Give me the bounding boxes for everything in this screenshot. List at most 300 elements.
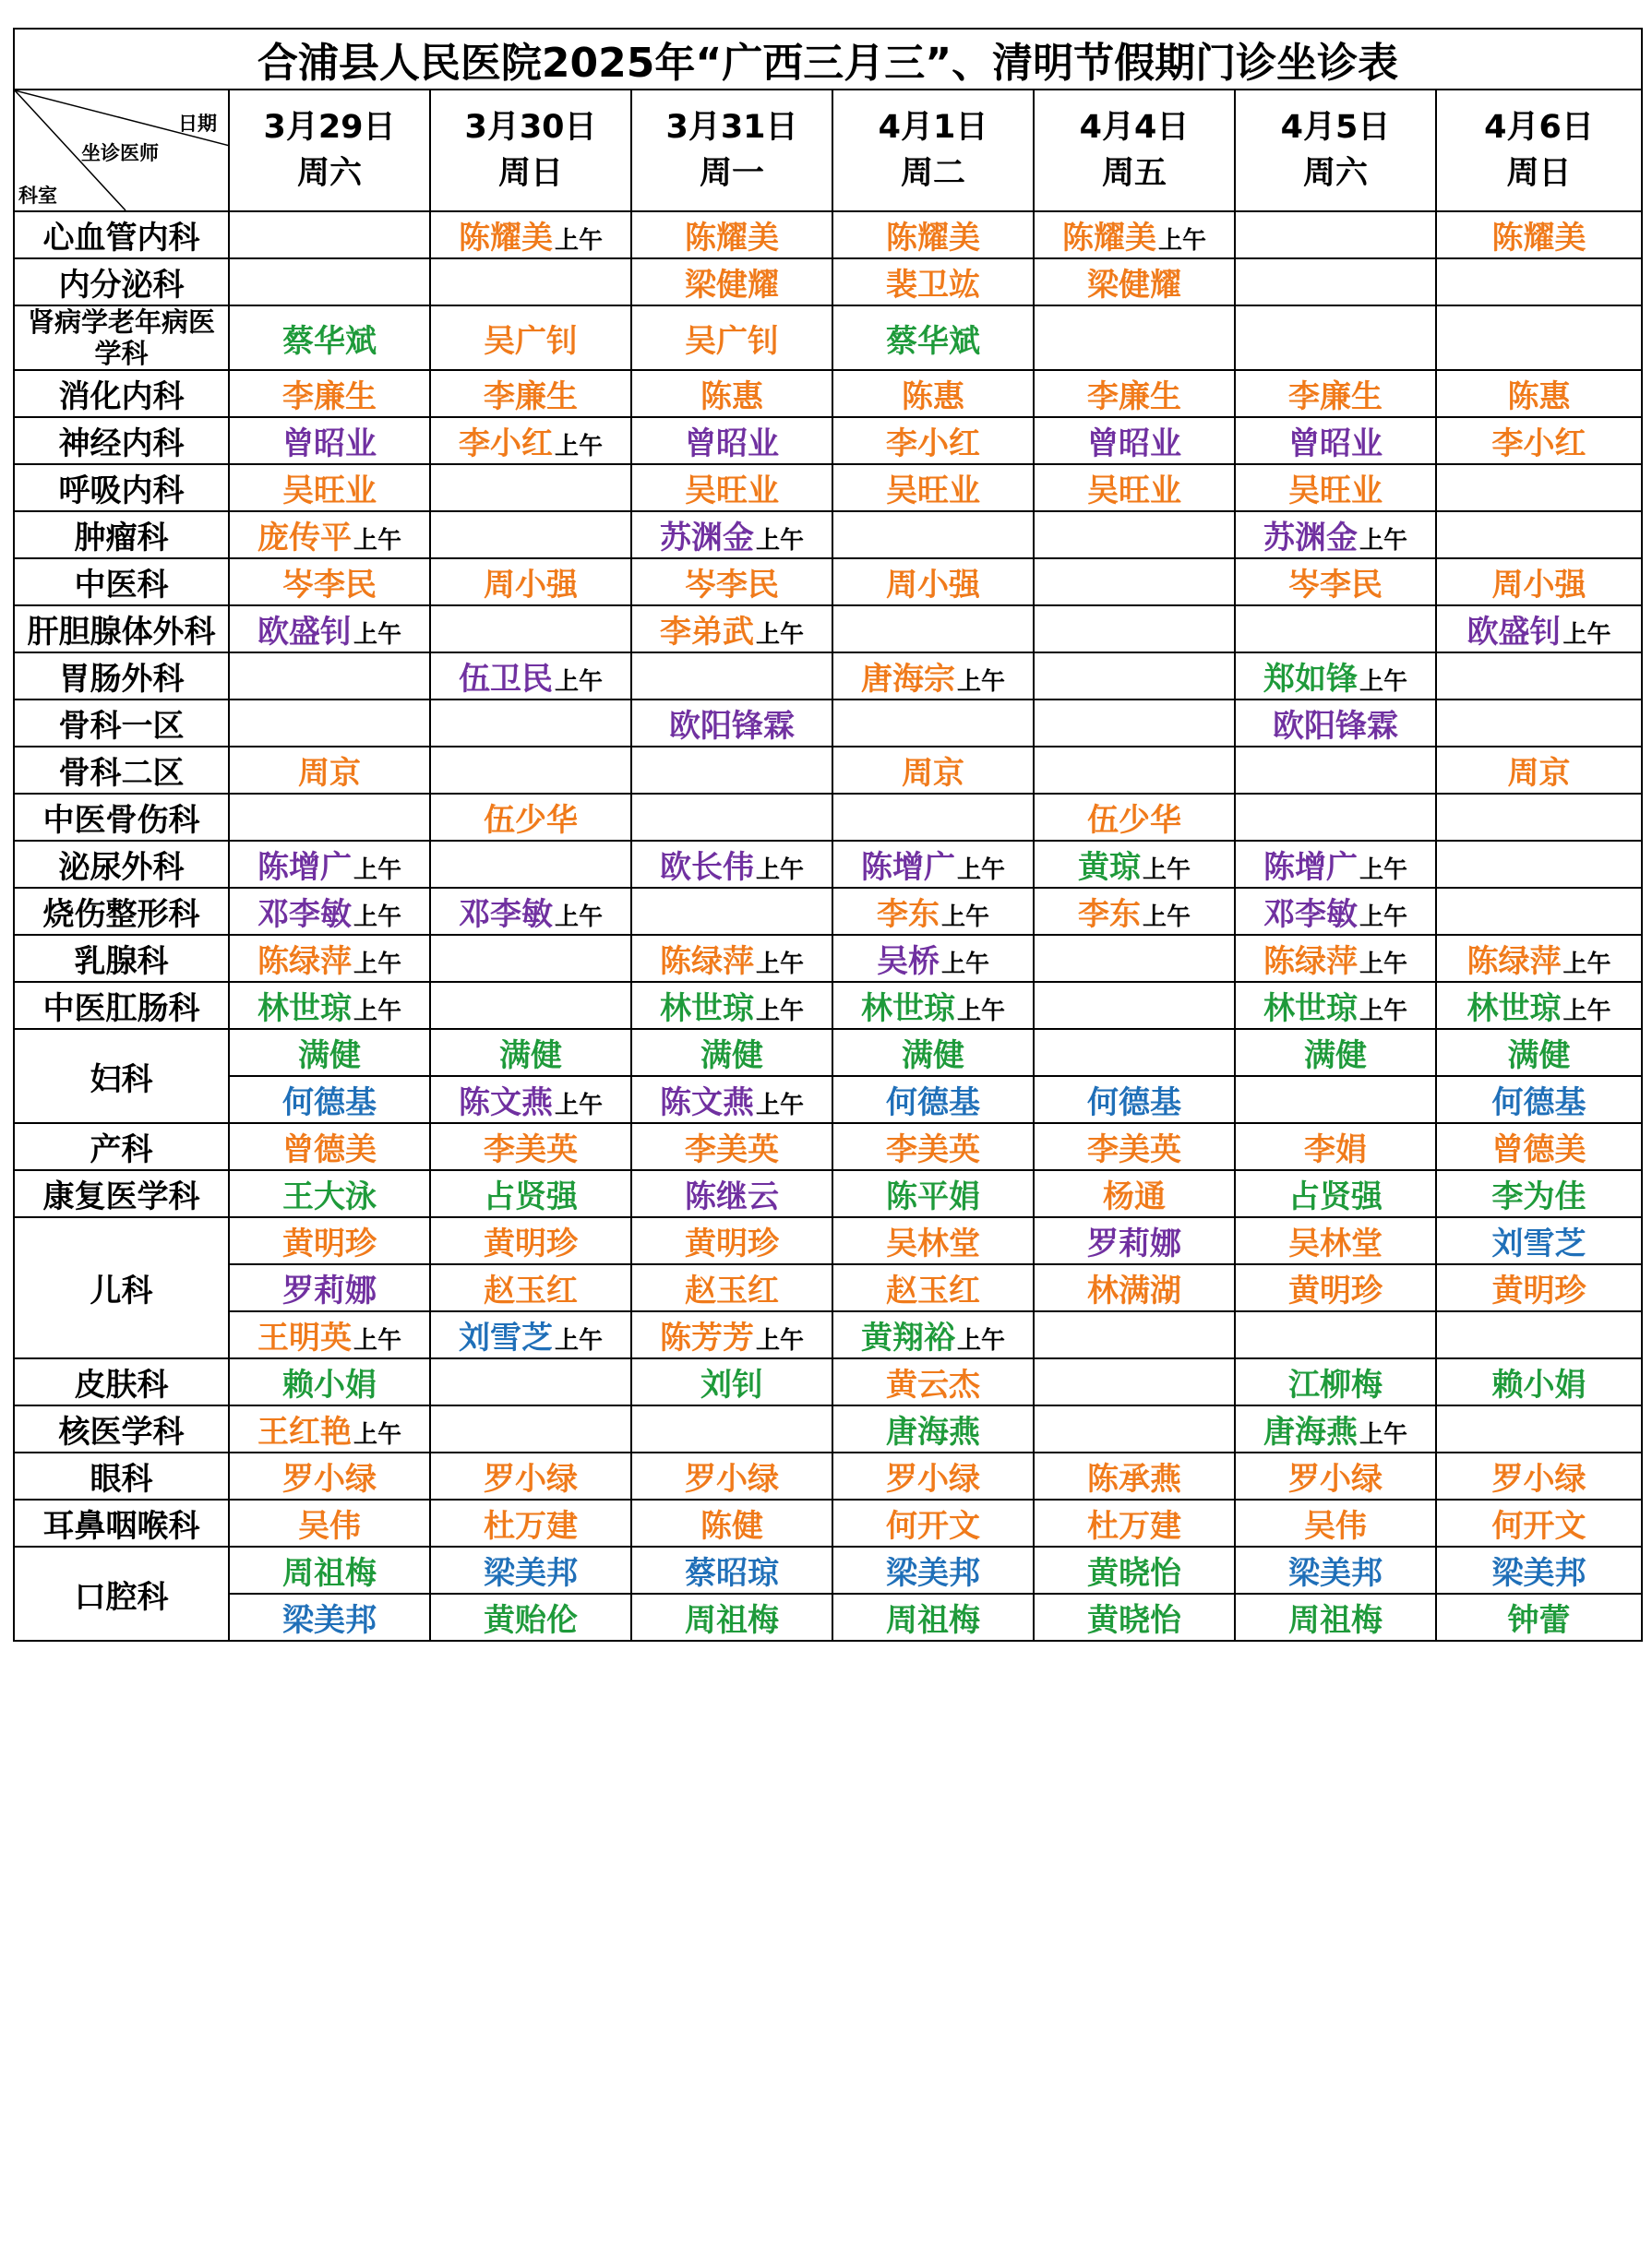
schedule-cell [430, 1405, 631, 1453]
schedule-sheet [13, 28, 1641, 1642]
date-header-row [14, 90, 1642, 211]
doctor-name: 黄贻伦 [484, 1602, 578, 1639]
schedule-cell [832, 652, 1034, 700]
schedule-cell [1436, 888, 1642, 935]
department-row [14, 258, 1642, 305]
schedule-cell [631, 1217, 832, 1264]
schedule-cell [832, 1547, 1034, 1594]
schedule-cell [229, 370, 430, 417]
doctor-name: 罗小绿 [282, 1461, 377, 1498]
schedule-cell [832, 1123, 1034, 1170]
department-name: 骨科二区 [14, 747, 229, 794]
session-suffix: 上午 [1562, 621, 1611, 649]
schedule-cell [430, 511, 631, 558]
session-suffix: 上午 [1359, 527, 1407, 555]
schedule-cell [631, 1405, 832, 1453]
department-row [14, 652, 1642, 700]
doctor-name: 黄明珍 [282, 1226, 377, 1262]
schedule-cell [229, 1405, 430, 1453]
schedule-cell [832, 888, 1034, 935]
session-suffix: 上午 [554, 1092, 603, 1119]
doctor-name: 陈增广 [1263, 849, 1358, 886]
doctor-name: 吴桥 [876, 943, 940, 980]
schedule-cell [229, 1264, 430, 1311]
doctor-name: 周京 [902, 755, 964, 792]
department-name: 心血管内科 [14, 211, 229, 258]
session-suffix: 上午 [353, 998, 401, 1025]
doctor-name: 周祖梅 [1288, 1602, 1383, 1639]
schedule-cell [832, 417, 1034, 464]
doctor-name: 唐海燕 [886, 1414, 980, 1451]
session-suffix: 上午 [353, 856, 401, 884]
schedule-cell [229, 511, 430, 558]
department-name: 泌尿外科 [14, 841, 229, 888]
schedule-cell [1436, 1453, 1642, 1500]
department-row [14, 982, 1642, 1029]
doctor-name: 黄明珍 [1491, 1273, 1586, 1309]
schedule-cell [832, 305, 1034, 370]
doctor-name: 陈绿萍 [1466, 943, 1562, 980]
schedule-cell [631, 1123, 832, 1170]
schedule-cell [229, 1029, 430, 1076]
department-row [14, 747, 1642, 794]
schedule-cell [1436, 1123, 1642, 1170]
schedule-cell [1034, 652, 1235, 700]
weekday-label: 周日 [497, 155, 563, 192]
schedule-cell [229, 1358, 430, 1405]
session-suffix: 上午 [755, 951, 804, 978]
page-title: 合浦县人民医院2025年“广西三月三”、清明节假期门诊坐诊表 [14, 29, 1642, 90]
doctor-name: 陈承燕 [1087, 1461, 1181, 1498]
schedule-cell [832, 1358, 1034, 1405]
schedule-cell [832, 370, 1034, 417]
doctor-name: 欧长伟 [659, 849, 754, 886]
schedule-cell [1436, 511, 1642, 558]
department-name: 中医骨伤科 [14, 794, 229, 841]
doctor-name: 邓李敏 [1263, 896, 1358, 933]
schedule-cell [430, 558, 631, 605]
schedule-cell [1235, 1500, 1436, 1547]
department-row [14, 370, 1642, 417]
schedule-cell [1235, 1358, 1436, 1405]
department-row [14, 888, 1642, 935]
schedule-cell [430, 747, 631, 794]
doctor-name: 陈惠 [700, 378, 763, 415]
schedule-cell [229, 935, 430, 982]
session-suffix: 上午 [554, 433, 603, 460]
schedule-cell [1436, 841, 1642, 888]
doctor-name: 曾昭业 [282, 425, 377, 462]
schedule-cell [631, 1170, 832, 1217]
schedule-cell [229, 1170, 430, 1217]
doctor-name: 何开文 [886, 1508, 980, 1545]
schedule-cell [832, 1029, 1034, 1076]
doctor-name: 罗小绿 [1288, 1461, 1383, 1498]
department-name: 乳腺科 [14, 935, 229, 982]
doctor-name: 陈健 [700, 1508, 763, 1545]
schedule-cell [832, 1405, 1034, 1453]
doctor-name: 王明英 [257, 1320, 352, 1357]
doctor-name: 何德基 [282, 1084, 377, 1121]
doctor-name: 李美英 [886, 1131, 980, 1168]
doctor-name: 欧阳锋霖 [1273, 708, 1398, 745]
department-row [14, 605, 1642, 652]
doctor-name: 伍少华 [484, 802, 578, 839]
schedule-cell [430, 888, 631, 935]
department-name: 消化内科 [14, 370, 229, 417]
schedule-table [13, 28, 1643, 1642]
schedule-cell [631, 464, 832, 511]
department-row [14, 1029, 1642, 1076]
schedule-cell [430, 1123, 631, 1170]
doctor-name: 林世琼 [1466, 990, 1562, 1027]
doctor-name: 钟蕾 [1507, 1602, 1571, 1639]
schedule-cell [1034, 982, 1235, 1029]
schedule-cell [430, 841, 631, 888]
doctor-name: 吴广钊 [484, 322, 578, 360]
schedule-cell [1034, 305, 1235, 370]
corner-header [14, 90, 229, 211]
department-name: 呼吸内科 [14, 464, 229, 511]
schedule-cell [1235, 305, 1436, 370]
department-name: 康复医学科 [14, 1170, 229, 1217]
doctor-name: 陈文燕 [659, 1084, 754, 1121]
doctor-name: 陈惠 [1507, 378, 1571, 415]
department-row [14, 1594, 1642, 1641]
session-suffix: 上午 [554, 903, 603, 931]
schedule-cell [1436, 1405, 1642, 1453]
date-header-cell [1034, 90, 1235, 211]
schedule-cell [430, 700, 631, 747]
doctor-name: 欧盛钊 [1466, 614, 1562, 651]
schedule-cell [229, 888, 430, 935]
schedule-cell [631, 652, 832, 700]
department-name: 胃肠外科 [14, 652, 229, 700]
schedule-cell [1436, 700, 1642, 747]
schedule-cell [430, 464, 631, 511]
department-name: 肾病学老年病医学科 [14, 305, 229, 370]
doctor-name: 曾昭业 [1288, 425, 1383, 462]
schedule-cell [1436, 258, 1642, 305]
schedule-cell [229, 558, 430, 605]
schedule-cell [430, 1170, 631, 1217]
schedule-cell [832, 1264, 1034, 1311]
doctor-name: 陈绿萍 [257, 943, 352, 980]
session-suffix: 上午 [1359, 1421, 1407, 1449]
schedule-cell [832, 841, 1034, 888]
doctor-name: 李小红 [1491, 425, 1586, 462]
schedule-cell [1034, 558, 1235, 605]
date-label: 4月5日 [1280, 109, 1391, 146]
schedule-cell [1034, 935, 1235, 982]
schedule-cell [229, 841, 430, 888]
schedule-cell [1436, 1217, 1642, 1264]
doctor-name: 吴广钊 [685, 322, 779, 360]
schedule-cell [229, 1123, 430, 1170]
schedule-cell [1034, 747, 1235, 794]
schedule-cell [1235, 1123, 1436, 1170]
schedule-cell [430, 1217, 631, 1264]
schedule-cell [1034, 888, 1235, 935]
session-suffix: 上午 [1359, 951, 1407, 978]
schedule-cell [1235, 1594, 1436, 1641]
date-label: 3月31日 [665, 109, 798, 146]
department-name: 口腔科 [14, 1547, 229, 1641]
doctor-name: 黄云杰 [886, 1367, 980, 1404]
department-row [14, 1500, 1642, 1547]
schedule-cell [229, 1500, 430, 1547]
doctor-name: 陈绿萍 [659, 943, 754, 980]
doctor-name: 黄翔裕 [860, 1320, 955, 1357]
schedule-cell [631, 1311, 832, 1358]
department-row [14, 841, 1642, 888]
weekday-label: 周二 [900, 155, 965, 192]
department-name: 神经内科 [14, 417, 229, 464]
doctor-name: 满健 [499, 1037, 562, 1074]
schedule-cell [1235, 1029, 1436, 1076]
schedule-cell [1436, 211, 1642, 258]
doctor-name: 周祖梅 [685, 1602, 779, 1639]
doctor-name: 梁美邦 [1288, 1555, 1383, 1592]
schedule-cell [631, 1500, 832, 1547]
schedule-cell [1235, 935, 1436, 982]
corner-doctor-label: 坐诊医师 [81, 142, 159, 164]
date-header-cell [832, 90, 1034, 211]
department-row [14, 1311, 1642, 1358]
department-row [14, 935, 1642, 982]
doctor-name: 王大泳 [282, 1178, 377, 1215]
schedule-cell [1436, 305, 1642, 370]
department-row [14, 1217, 1642, 1264]
schedule-cell [832, 1076, 1034, 1123]
schedule-cell [1235, 464, 1436, 511]
doctor-name: 罗小绿 [484, 1461, 578, 1498]
schedule-cell [1034, 258, 1235, 305]
doctor-name: 占贤强 [484, 1178, 578, 1215]
doctor-name: 杨通 [1103, 1178, 1166, 1215]
department-name: 儿科 [14, 1217, 229, 1358]
schedule-cell [631, 511, 832, 558]
department-row [14, 305, 1642, 370]
session-suffix: 上午 [1142, 856, 1191, 884]
date-label: 3月30日 [464, 109, 597, 146]
schedule-cell [430, 258, 631, 305]
doctor-name: 李廉生 [484, 378, 578, 415]
date-label: 3月29日 [263, 109, 396, 146]
doctor-name: 蔡华斌 [282, 322, 377, 360]
doctor-name: 苏渊金 [1263, 520, 1358, 556]
schedule-cell [1235, 794, 1436, 841]
session-suffix: 上午 [353, 1421, 401, 1449]
doctor-name: 梁健耀 [685, 267, 779, 304]
schedule-cell [1235, 652, 1436, 700]
schedule-cell [631, 258, 832, 305]
doctor-name: 曾昭业 [685, 425, 779, 462]
schedule-cell [631, 417, 832, 464]
doctor-name: 陈增广 [860, 849, 955, 886]
weekday-label: 周六 [296, 155, 362, 192]
schedule-cell [631, 211, 832, 258]
doctor-name: 林世琼 [1263, 990, 1358, 1027]
doctor-name: 裴卫竑 [886, 267, 980, 304]
doctor-name: 李美英 [685, 1131, 779, 1168]
schedule-cell [832, 935, 1034, 982]
schedule-cell [229, 1217, 430, 1264]
schedule-cell [631, 305, 832, 370]
schedule-cell [1034, 1029, 1235, 1076]
doctor-name: 周祖梅 [282, 1555, 377, 1592]
schedule-body [14, 211, 1642, 1641]
corner-dept-label: 科室 [18, 185, 57, 207]
schedule-cell [430, 417, 631, 464]
schedule-cell [631, 935, 832, 982]
doctor-name: 庞传平 [257, 520, 352, 556]
doctor-name: 伍少华 [1087, 802, 1181, 839]
doctor-name: 满健 [700, 1037, 763, 1074]
schedule-cell [1436, 1264, 1642, 1311]
doctor-name: 陈惠 [902, 378, 964, 415]
schedule-cell [631, 1358, 832, 1405]
schedule-cell [1235, 258, 1436, 305]
schedule-cell [832, 1311, 1034, 1358]
schedule-cell [430, 935, 631, 982]
schedule-cell [1034, 605, 1235, 652]
doctor-name: 郑如锋 [1263, 661, 1358, 698]
doctor-name: 吴旺业 [685, 472, 779, 509]
doctor-name: 曾昭业 [1087, 425, 1181, 462]
schedule-cell [1436, 1311, 1642, 1358]
schedule-cell [631, 1029, 832, 1076]
corner-date-label: 日期 [178, 113, 217, 135]
date-header-cell [1235, 90, 1436, 211]
department-row [14, 1264, 1642, 1311]
session-suffix: 上午 [956, 1327, 1005, 1355]
schedule-cell [1436, 1500, 1642, 1547]
doctor-name: 陈耀美 [1061, 220, 1156, 257]
schedule-cell [1235, 1217, 1436, 1264]
department-row [14, 1358, 1642, 1405]
schedule-cell [1235, 1453, 1436, 1500]
schedule-cell [631, 605, 832, 652]
schedule-cell [1235, 211, 1436, 258]
doctor-name: 吴林堂 [886, 1226, 980, 1262]
doctor-name: 陈文燕 [458, 1084, 553, 1121]
doctor-name: 邓李敏 [257, 896, 352, 933]
schedule-cell [832, 464, 1034, 511]
schedule-cell [1235, 1405, 1436, 1453]
doctor-name: 李娟 [1304, 1131, 1367, 1168]
doctor-name: 李为佳 [1491, 1178, 1586, 1215]
schedule-cell [229, 1076, 430, 1123]
schedule-cell [430, 1547, 631, 1594]
doctor-name: 陈芳芳 [659, 1320, 754, 1357]
schedule-cell [1034, 1170, 1235, 1217]
schedule-cell [430, 605, 631, 652]
schedule-cell [430, 982, 631, 1029]
schedule-cell [1034, 1594, 1235, 1641]
schedule-cell [1235, 888, 1436, 935]
doctor-name: 罗小绿 [1491, 1461, 1586, 1498]
doctor-name: 吴旺业 [282, 472, 377, 509]
doctor-name: 吴旺业 [886, 472, 980, 509]
schedule-cell [1235, 558, 1436, 605]
schedule-cell [832, 1500, 1034, 1547]
schedule-cell [832, 605, 1034, 652]
session-suffix: 上午 [755, 856, 804, 884]
date-header-cell [430, 90, 631, 211]
doctor-name: 周小强 [886, 567, 980, 604]
doctor-name: 何德基 [1491, 1084, 1586, 1121]
schedule-cell [430, 211, 631, 258]
schedule-cell [1235, 1076, 1436, 1123]
department-row [14, 1453, 1642, 1500]
session-suffix: 上午 [353, 951, 401, 978]
doctor-name: 黄晓怡 [1087, 1555, 1181, 1592]
schedule-cell [1034, 794, 1235, 841]
doctor-name: 赖小娟 [1491, 1367, 1586, 1404]
schedule-cell [430, 1358, 631, 1405]
schedule-cell [1235, 747, 1436, 794]
schedule-cell [1235, 982, 1436, 1029]
session-suffix: 上午 [755, 527, 804, 555]
schedule-cell [229, 1547, 430, 1594]
department-name: 内分泌科 [14, 258, 229, 305]
doctor-name: 李东 [1077, 896, 1141, 933]
session-suffix: 上午 [755, 621, 804, 649]
doctor-name: 陈耀美 [458, 220, 553, 257]
schedule-cell [229, 982, 430, 1029]
schedule-cell [832, 511, 1034, 558]
schedule-cell [1436, 1029, 1642, 1076]
session-suffix: 上午 [1359, 903, 1407, 931]
session-suffix: 上午 [353, 621, 401, 649]
department-name: 肝胆腺体外科 [14, 605, 229, 652]
doctor-name: 陈耀美 [685, 220, 779, 257]
department-row [14, 1170, 1642, 1217]
weekday-label: 周一 [699, 155, 764, 192]
schedule-cell [1235, 1311, 1436, 1358]
session-suffix: 上午 [1562, 951, 1611, 978]
schedule-cell [1034, 464, 1235, 511]
schedule-cell [1436, 1076, 1642, 1123]
department-row [14, 511, 1642, 558]
doctor-name: 苏渊金 [659, 520, 754, 556]
schedule-cell [1235, 1170, 1436, 1217]
schedule-cell [1436, 652, 1642, 700]
doctor-name: 李廉生 [1087, 378, 1181, 415]
doctor-name: 梁健耀 [1087, 267, 1181, 304]
session-suffix: 上午 [940, 951, 989, 978]
doctor-name: 李廉生 [282, 378, 377, 415]
doctor-name: 李弟武 [659, 614, 754, 651]
doctor-name: 赖小娟 [282, 1367, 377, 1404]
doctor-name: 赵玉红 [484, 1273, 578, 1309]
doctor-name: 李小红 [458, 425, 553, 462]
doctor-name: 吴旺业 [1288, 472, 1383, 509]
schedule-cell [1436, 1594, 1642, 1641]
schedule-cell [832, 700, 1034, 747]
doctor-name: 杜万建 [1087, 1508, 1181, 1545]
department-row [14, 1547, 1642, 1594]
schedule-cell [229, 464, 430, 511]
session-suffix: 上午 [1562, 998, 1611, 1025]
schedule-cell [1034, 1358, 1235, 1405]
schedule-cell [229, 605, 430, 652]
schedule-cell [1436, 1547, 1642, 1594]
schedule-cell [1034, 1453, 1235, 1500]
schedule-cell [1034, 417, 1235, 464]
doctor-name: 王红艳 [257, 1414, 352, 1451]
